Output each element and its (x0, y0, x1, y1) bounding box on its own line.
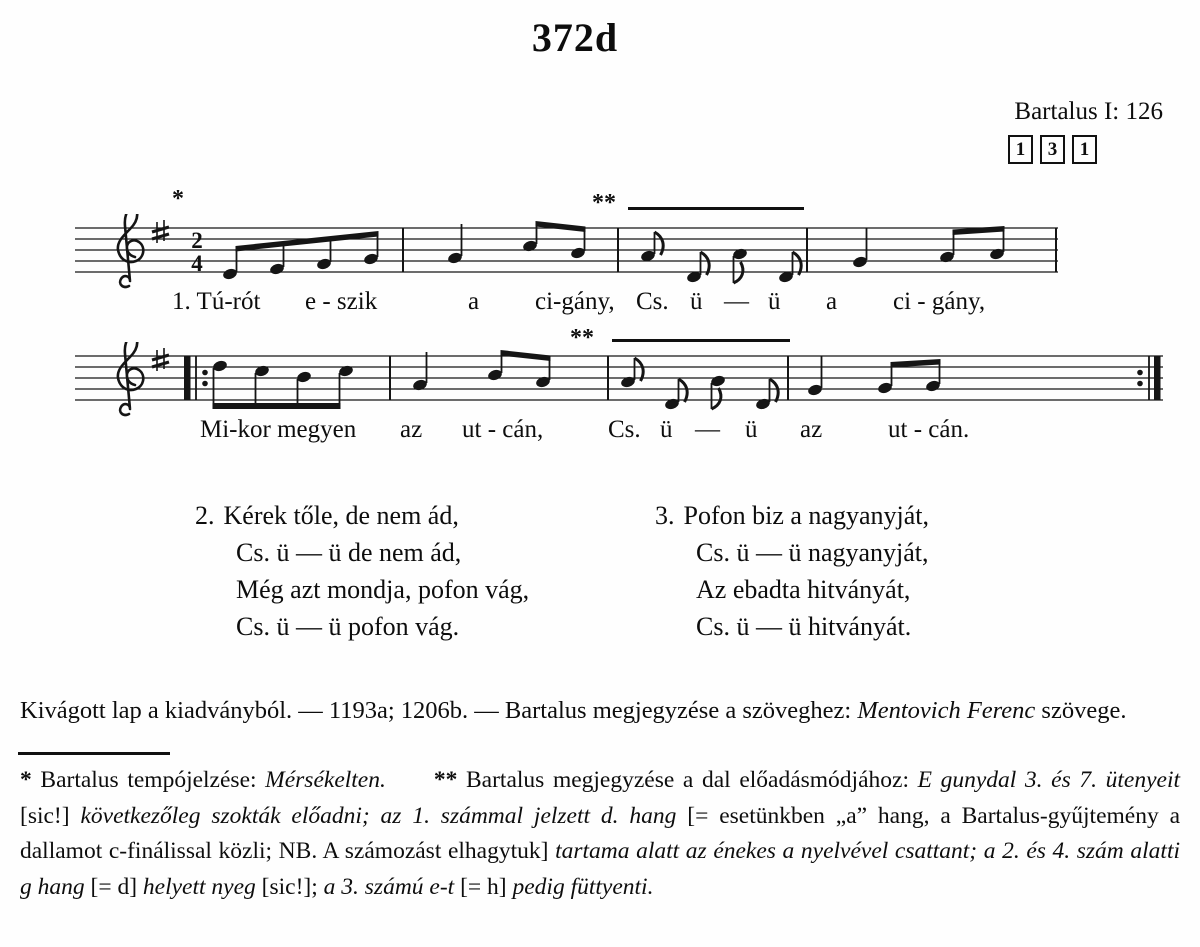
performance-mark-2: ** (570, 325, 594, 351)
lyric-syllable: ü (768, 288, 781, 315)
text-segment: helyett nyeg (142, 873, 262, 900)
text-segment: E gunydal 3. és 7. ütenyeit (917, 767, 1181, 793)
lyric-syllable: a (826, 288, 838, 315)
text-segment: [sic!]; (261, 873, 324, 900)
performance-mark-1: ** (592, 190, 616, 216)
lyric-syllable: ü (690, 288, 703, 315)
text-segment: * (20, 767, 41, 793)
text-segment: [= h] (460, 873, 513, 900)
lyric-syllable: ci - gány, (893, 288, 986, 315)
performance-mark-line-1 (628, 207, 804, 210)
verse-3 (655, 497, 929, 645)
verse-line: Cs. ü — ü de nem ád, (236, 538, 462, 567)
page-title: 372d (531, 15, 619, 60)
verse-line: Az ebadta hitványát, (696, 575, 911, 604)
lyric-syllable: az (800, 416, 823, 443)
lyric-syllable: Cs. (608, 416, 641, 443)
text-segment: pedig füttyenti. (512, 873, 654, 900)
time-signature (191, 228, 203, 276)
lyric-syllable: — (724, 288, 749, 315)
footnote-divider (18, 752, 170, 755)
variant-number-boxes (1008, 135, 1097, 164)
verse-number: 3. (655, 501, 675, 530)
text-segment: Mentovich Ferenc (857, 697, 1036, 724)
text-segment: Mérsékelten. (265, 767, 386, 793)
verse-line: Cs. ü — ü hitványát. (696, 612, 912, 641)
number-box: 1 (1008, 135, 1033, 164)
lyric-syllable: ü (660, 416, 673, 443)
lyric-syllable: 1. Tú-rót (172, 288, 261, 315)
verse-2 (195, 497, 529, 645)
lyric-syllable: ü (745, 416, 758, 443)
staff-lines (75, 228, 1058, 272)
text-segment: következőleg szokták előadni; az 1. számmal jelzett d. hang (80, 802, 688, 829)
lyric-syllable: Mi-kor megyen (200, 416, 357, 443)
verse-line (655, 497, 929, 534)
staff-lines (75, 356, 1163, 400)
lyric-syllable: ut - cán. (888, 416, 970, 443)
notes-system-1 (222, 221, 1005, 284)
lyric-syllable: a (468, 288, 480, 315)
verse-line: Cs. ü — ü pofon vág. (236, 612, 460, 641)
source-note (20, 697, 1182, 725)
lyric-syllable: az (400, 416, 423, 443)
lyric-syllable: — (695, 416, 720, 443)
notes-system-2 (212, 350, 941, 411)
lyric-syllable: Cs. (636, 288, 669, 315)
verse-text: Kérek tőle, de nem ád, (223, 501, 459, 530)
tempo-asterisk-mark: * (172, 186, 184, 212)
verse-number: 2. (195, 501, 215, 530)
source-reference: Bartalus I: 126 (1014, 98, 1163, 125)
lyric-syllable: e - szik (305, 288, 378, 315)
number-box: 1 (1072, 135, 1097, 164)
verse-line: Még azt mondja, pofon vág, (236, 575, 530, 604)
lyrics-line-2 (0, 416, 1200, 450)
lyric-syllable: ut - cán, (462, 416, 544, 443)
footnote-text (20, 763, 1180, 905)
text-segment: a 3. számú e-t (323, 873, 461, 900)
verse-text: Pofon biz a nagyanyját, (683, 501, 929, 530)
verse-line (195, 497, 529, 534)
verse-line: Cs. ü — ü nagyanyját, (696, 538, 929, 567)
text-segment: tartama alatt az énekes a nyelvével csattant; a 2. és 4. szám alatti g hang (20, 838, 1180, 900)
text-segment: [sic!] (20, 802, 81, 829)
text-segment: [= esetünkben „a” hang, a Bartalus-gyűjtemény a dallamot c-finálissal közli; NB. A számozást elhagytuk] (20, 802, 1180, 864)
number-box: 3 (1040, 135, 1065, 164)
text-segment: szövege. (1035, 697, 1127, 724)
text-segment: ** (433, 767, 466, 793)
text-segment: Kivágott lap a kiadványból. — 1193a; 1206b. — Bartalus megjegyzése a szöveghez: (20, 697, 858, 724)
lyric-syllable: ci-gány, (535, 288, 615, 315)
svg-text:4: 4 (191, 251, 203, 276)
text-segment: [= d] (90, 873, 143, 900)
text-segment: Bartalus tempójelzése: (40, 767, 266, 793)
lyrics-line-1 (0, 288, 1200, 322)
text-segment: Bartalus megjegyzése a dal előadásmódjához: (466, 767, 918, 793)
svg-text:2: 2 (191, 228, 203, 253)
